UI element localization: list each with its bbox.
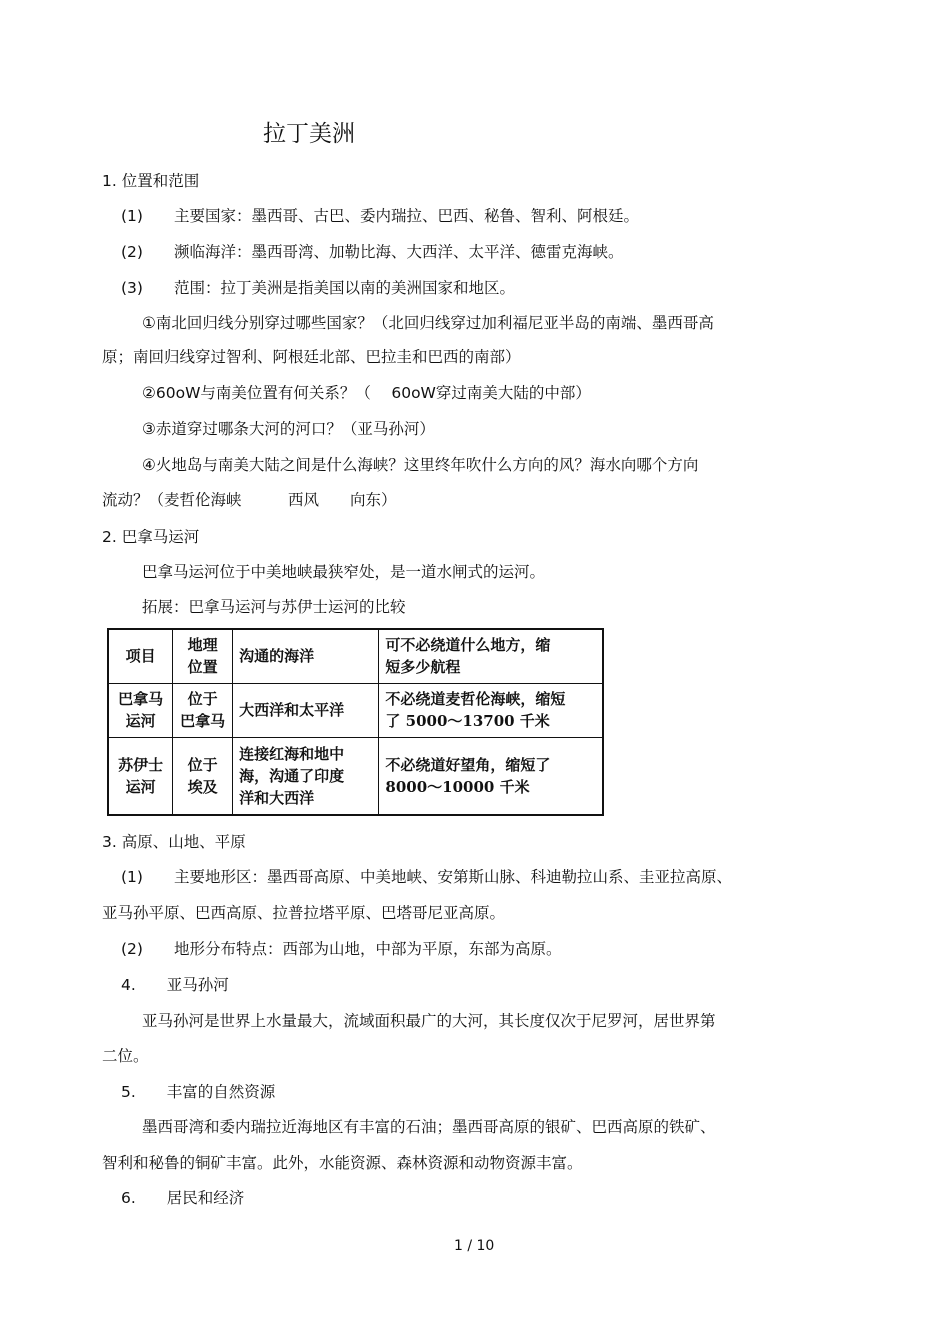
table-cell: 连接红海和地中 海，沟通了印度 洋和大西洋 <box>233 737 379 815</box>
page-number: 1 / 10 <box>454 1238 495 1254</box>
paragraph: 拓展：巴拿马运河与苏伊士运河的比较 <box>142 598 406 616</box>
table-cell: 大西洋和太平洋 <box>233 683 379 737</box>
question-line: 原；南回归线穿过智利、阿根廷北部、巴拉圭和巴西的南部） <box>102 348 521 366</box>
table-cell: 不必绕道好望角，缩短了 8000～10000 千米 <box>379 737 603 815</box>
table-header-cell: 地理 位置 <box>173 629 233 683</box>
table-header-row <box>108 629 603 683</box>
question-line: ①南北回归线分别穿过哪些国家？（北回归线穿过加利福尼亚半岛的南端、墨西哥高 <box>142 314 714 332</box>
table-header-cell: 可不必绕道什么地方，缩 短多少航程 <box>379 629 603 683</box>
list-item-landform-regions: 亚马孙平原、巴西高原、拉普拉塔平原、巴塔哥尼亚高原。 <box>102 904 506 922</box>
table-cell: 苏伊士 运河 <box>108 737 173 815</box>
section-heading-landforms: 3. 高原、山地、平原 <box>102 833 246 851</box>
list-item-range: (3) 范围：拉丁美洲是指美国以南的美洲国家和地区。 <box>121 279 515 297</box>
section-heading-resources: 5. 丰富的自然资源 <box>121 1083 276 1101</box>
canal-comparison-table <box>107 628 604 816</box>
paragraph: 巴拿马运河位于中美地峡最狭窄处，是一道水闸式的运河。 <box>142 563 546 581</box>
table-cell: 位于 埃及 <box>173 737 233 815</box>
list-item-oceans: (2) 濒临海洋：墨西哥湾、加勒比海、大西洋、太平洋、德雷克海峡。 <box>121 243 624 261</box>
table-header-cell: 项目 <box>108 629 173 683</box>
question-line: ③赤道穿过哪条大河的河口？（亚马孙河） <box>142 420 435 438</box>
table-row <box>108 683 603 737</box>
table-header-cell: 沟通的海洋 <box>233 629 379 683</box>
table-cell: 位于 巴拿马 <box>173 683 233 737</box>
table-cell: 不必绕道麦哲伦海峡，缩短 了 5000～13700 千米 <box>379 683 603 737</box>
list-item-countries: (1) 主要国家：墨西哥、古巴、委内瑞拉、巴西、秘鲁、智利、阿根廷。 <box>121 207 639 225</box>
list-item-landform-regions: (1) 主要地形区：墨西哥高原、中美地峡、安第斯山脉、科迪勒拉山系、圭亚拉高原、 <box>121 868 732 886</box>
section-heading-amazon: 4. 亚马孙河 <box>121 976 229 994</box>
question-line: ④火地岛与南美大陆之间是什么海峡？这里终年吹什么方向的风？海水向哪个方向 <box>142 456 699 474</box>
table-row <box>108 737 603 815</box>
page-title: 拉丁美洲 <box>263 121 355 147</box>
paragraph: 二位。 <box>102 1047 149 1065</box>
question-line: ②60oW与南美位置有何关系？（ 60oW穿过南美大陆的中部） <box>142 384 591 402</box>
section-heading-economy: 6. 居民和经济 <box>121 1189 245 1207</box>
list-item-landform-distribution: (2) 地形分布特点：西部为山地，中部为平原，东部为高原。 <box>121 940 562 958</box>
section-heading-location: 1. 位置和范围 <box>102 172 200 190</box>
question-line: 流动？（麦哲伦海峡 西风 向东） <box>102 491 397 509</box>
paragraph: 亚马孙河是世界上水量最大，流域面积最广的大河，其长度仅次于尼罗河，居世界第 <box>142 1012 716 1030</box>
paragraph: 智利和秘鲁的铜矿丰富。此外，水能资源、森林资源和动物资源丰富。 <box>102 1154 583 1172</box>
table-cell: 巴拿马 运河 <box>108 683 173 737</box>
section-heading-panama: 2. 巴拿马运河 <box>102 528 200 546</box>
paragraph: 墨西哥湾和委内瑞拉近海地区有丰富的石油；墨西哥高原的银矿、巴西高原的铁矿、 <box>142 1118 716 1136</box>
